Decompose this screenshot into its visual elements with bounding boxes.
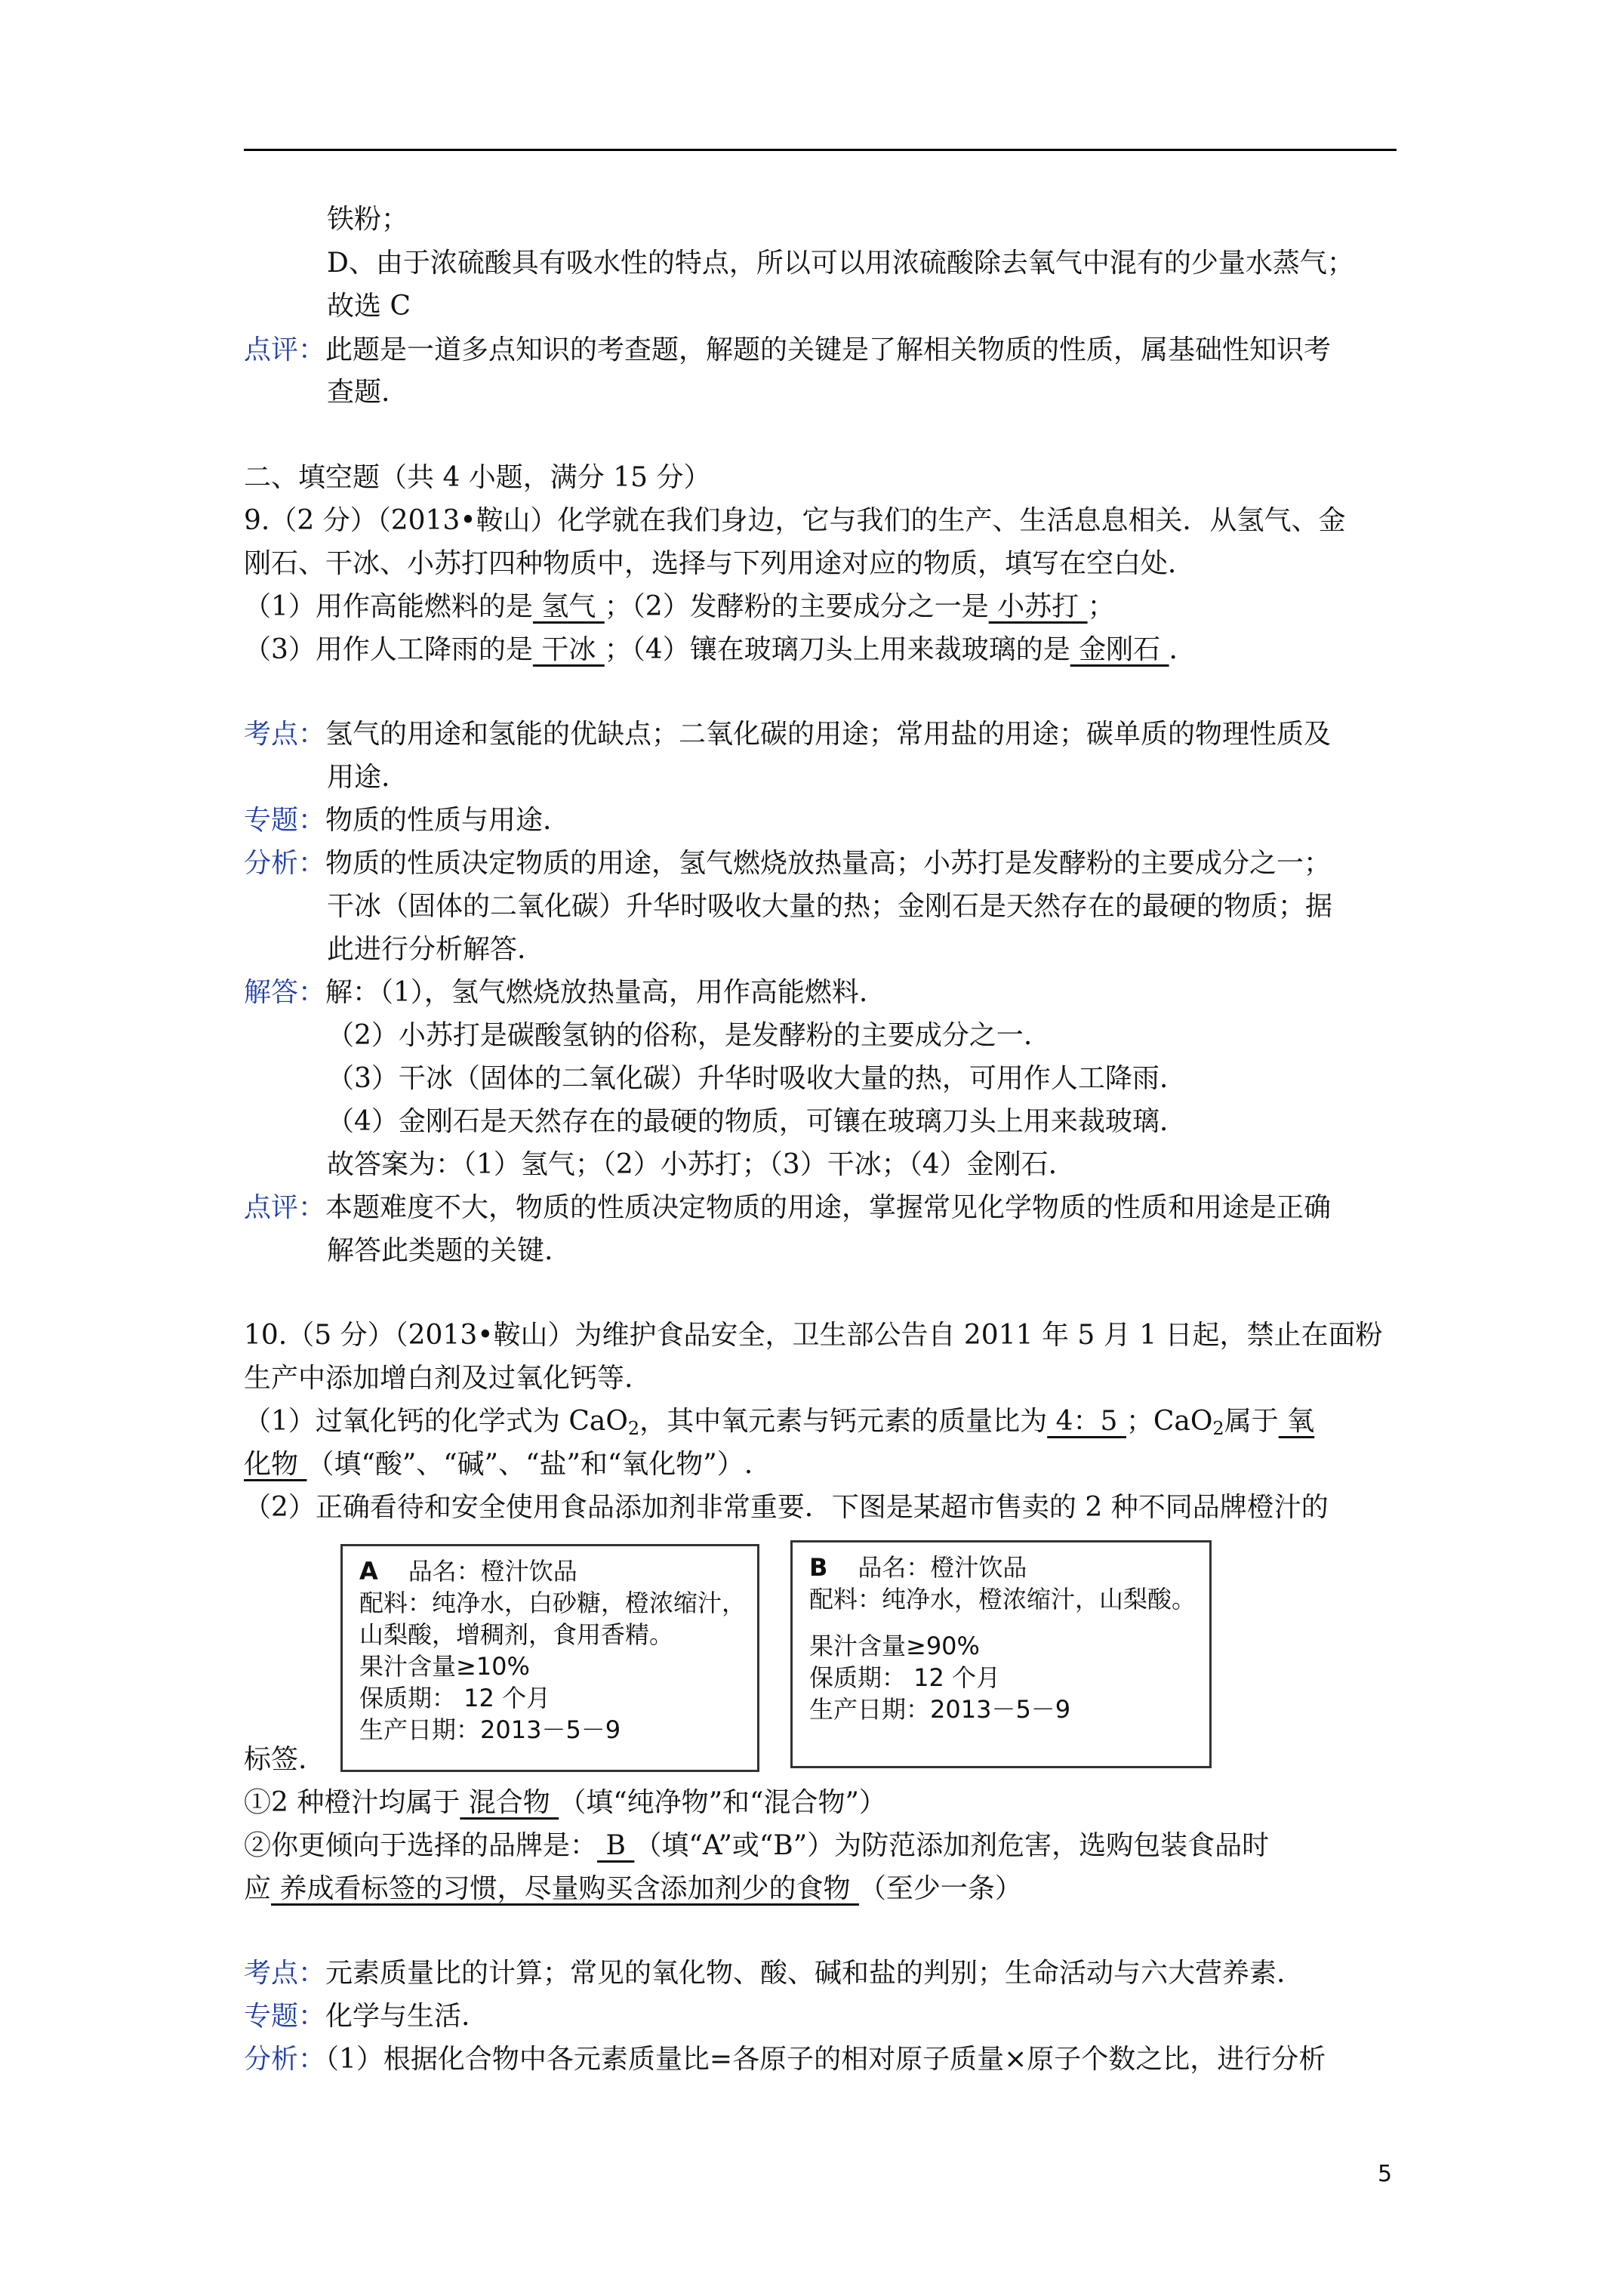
- question-9-part: （3）用作人工降雨的是 干冰 ；（4）镶在玻璃刀头上用来裁玻璃的是 金刚石 ．: [244, 634, 1196, 665]
- header-rule: [244, 149, 1397, 151]
- question-10-part: 化物 （填“酸”、“碱”、“盐”和“氧化物”）.: [244, 1449, 753, 1480]
- kaodian-line: 考点：氢气的用途和氢能的优缺点；二氧化碳的用途；常用盐的用途；碳单质的物理性质及: [244, 719, 1332, 750]
- text-line: 标签.: [244, 1744, 307, 1775]
- question-10-part: （2）正确看待和安全使用食品添加剂非常重要．下图是某超市售卖的 2 种不同品牌橙汁的: [244, 1492, 1329, 1523]
- text-line: 解答此类题的关键.: [327, 1235, 553, 1266]
- comment-label: 点评：: [244, 334, 326, 365]
- label-brand: B: [809, 1553, 828, 1582]
- answer-blank: 氧: [1278, 1406, 1315, 1437]
- kaodian-label: 考点：: [244, 719, 326, 750]
- kaodian-line: 考点：元素质量比的计算；常见的氧化物、酸、碱和盐的判别；生命活动与六大营养素.: [244, 1958, 1286, 1989]
- fenxi-line: 分析：物质的性质决定物质的用途，氢气燃烧放热量高；小苏打是发酵粉的主要成分之一；: [244, 848, 1332, 879]
- text-line: 查题.: [327, 377, 390, 408]
- question-10-sub: ①2 种橙汁均属于 混合物 （填“纯净物”和“混合物”）: [244, 1787, 886, 1818]
- fenxi-label: 分析：: [244, 2044, 326, 2075]
- question-10-stem: 生产中添加增白剂及过氧化钙等.: [244, 1363, 633, 1394]
- answer-blank: 化物: [244, 1449, 307, 1480]
- answer-blank: 小苏打: [988, 591, 1088, 622]
- jieda-line: 解答：解：（1），氢气燃烧放热量高，用作高能燃料.: [244, 977, 868, 1008]
- text-line: 故答案为：（1）氢气；（2）小苏打；（3）干冰；（4）金刚石.: [327, 1149, 1058, 1180]
- page-number: 5: [1378, 2161, 1393, 2187]
- fenxi-line: 分析：（1）根据化合物中各元素质量比=各原子的相对原子质量×原子个数之比，进行分析: [244, 2044, 1326, 2075]
- zhuanti-label: 专题：: [244, 805, 326, 836]
- answer-blank: 4：5: [1047, 1406, 1126, 1437]
- text-line: 干冰（固体的二氧化碳）升华时吸收大量的热；金刚石是天然存在的最硬的物质；据: [327, 891, 1333, 922]
- dianping-line: 点评：本题难度不大，物质的性质决定物质的用途，掌握常见化学物质的性质和用途是正确: [244, 1192, 1332, 1223]
- text-line: 故选 C: [327, 291, 411, 322]
- product-label-b: B 品名：橙汁饮品 配料：纯净水，橙浓缩汁，山梨酸。 果汁含量≥90% 保质期： 12 个月 生产日期：2013－5－9: [790, 1540, 1212, 1768]
- text-line: （4）金刚石是天然存在的最硬的物质，可镶在玻璃刀头上用来裁玻璃.: [327, 1106, 1169, 1137]
- text-line: （3）干冰（固体的二氧化碳）升华时吸收大量的热，可用作人工降雨.: [327, 1063, 1169, 1094]
- answer-blank: 养成看标签的习惯，尽量购买含添加剂少的食物: [271, 1873, 859, 1904]
- comment-line: 点评：此题是一道多点知识的考查题，解题的关键是了解相关物质的性质，属基础性知识考: [244, 334, 1332, 365]
- answer-blank: 金刚石: [1070, 634, 1169, 665]
- text-line: 铁粉；: [327, 204, 409, 235]
- question-9-stem: 刚石、干冰、小苏打四种物质中，选择与下列用途对应的物质，填写在空白处．: [244, 548, 1196, 579]
- dianping-label: 点评：: [244, 1192, 326, 1223]
- section-heading: 二、填空题（共 4 小题，满分 15 分）: [244, 462, 711, 493]
- question-10-sub: ②你更倾向于选择的品牌是： B （填“A”或“B”）为防范添加剂危害，选购包装食品时: [244, 1830, 1270, 1861]
- answer-blank: 混合物: [460, 1787, 559, 1818]
- answer-blank: 干冰: [532, 634, 605, 665]
- answer-blank: B: [597, 1830, 635, 1861]
- zhuanti-line: 专题：化学与生活.: [244, 2001, 470, 2032]
- zhuanti-line: 专题：物质的性质与用途.: [244, 805, 552, 836]
- text-line: D、由于浓硫酸具有吸水性的特点，所以可以用浓硫酸除去氧气中混有的少量水蒸气；: [327, 248, 1354, 279]
- question-10-part: （1）过氧化钙的化学式为 CaO$_2$，其中氧元素与钙元素的质量比为 4：5 ；CaO$_2$属于 氧: [244, 1406, 1315, 1439]
- question-9-stem: 9.（2 分）（2013•鞍山）化学就在我们身边，它与我们的生产、生活息息相关．从氢气、金: [244, 505, 1346, 536]
- label-brand: A: [359, 1557, 378, 1586]
- answer-blank: 氢气: [532, 591, 605, 622]
- question-10-stem: 10.（5 分）（2013•鞍山）为维护食品安全，卫生部公告自 2011 年 5 月 1 日起，禁止在面粉: [244, 1320, 1383, 1351]
- text-line: 用途.: [327, 762, 390, 793]
- text-line: 此进行分析解答.: [327, 934, 526, 965]
- zhuanti-label: 专题：: [244, 2001, 326, 2032]
- text-line: （2）小苏打是碳酸氢钠的俗称，是发酵粉的主要成分之一.: [327, 1020, 1033, 1051]
- product-label-a: A 品名：橙汁饮品 配料：纯净水，白砂糖，橙浓缩汁， 山梨酸，增稠剂，食用香精。 果汁含量≥10% 保质期： 12 个月 生产日期：2013－5－9: [340, 1544, 759, 1772]
- jieda-label: 解答：: [244, 977, 326, 1008]
- question-9-part: （1）用作高能燃料的是 氢气 ；（2）发酵粉的主要成分之一是 小苏打 ；: [244, 591, 1115, 622]
- question-10-sub: 应 养成看标签的习惯，尽量购买含添加剂少的食物 （至少一条）: [244, 1873, 1022, 1904]
- kaodian-label: 考点：: [244, 1958, 326, 1989]
- fenxi-label: 分析：: [244, 848, 326, 879]
